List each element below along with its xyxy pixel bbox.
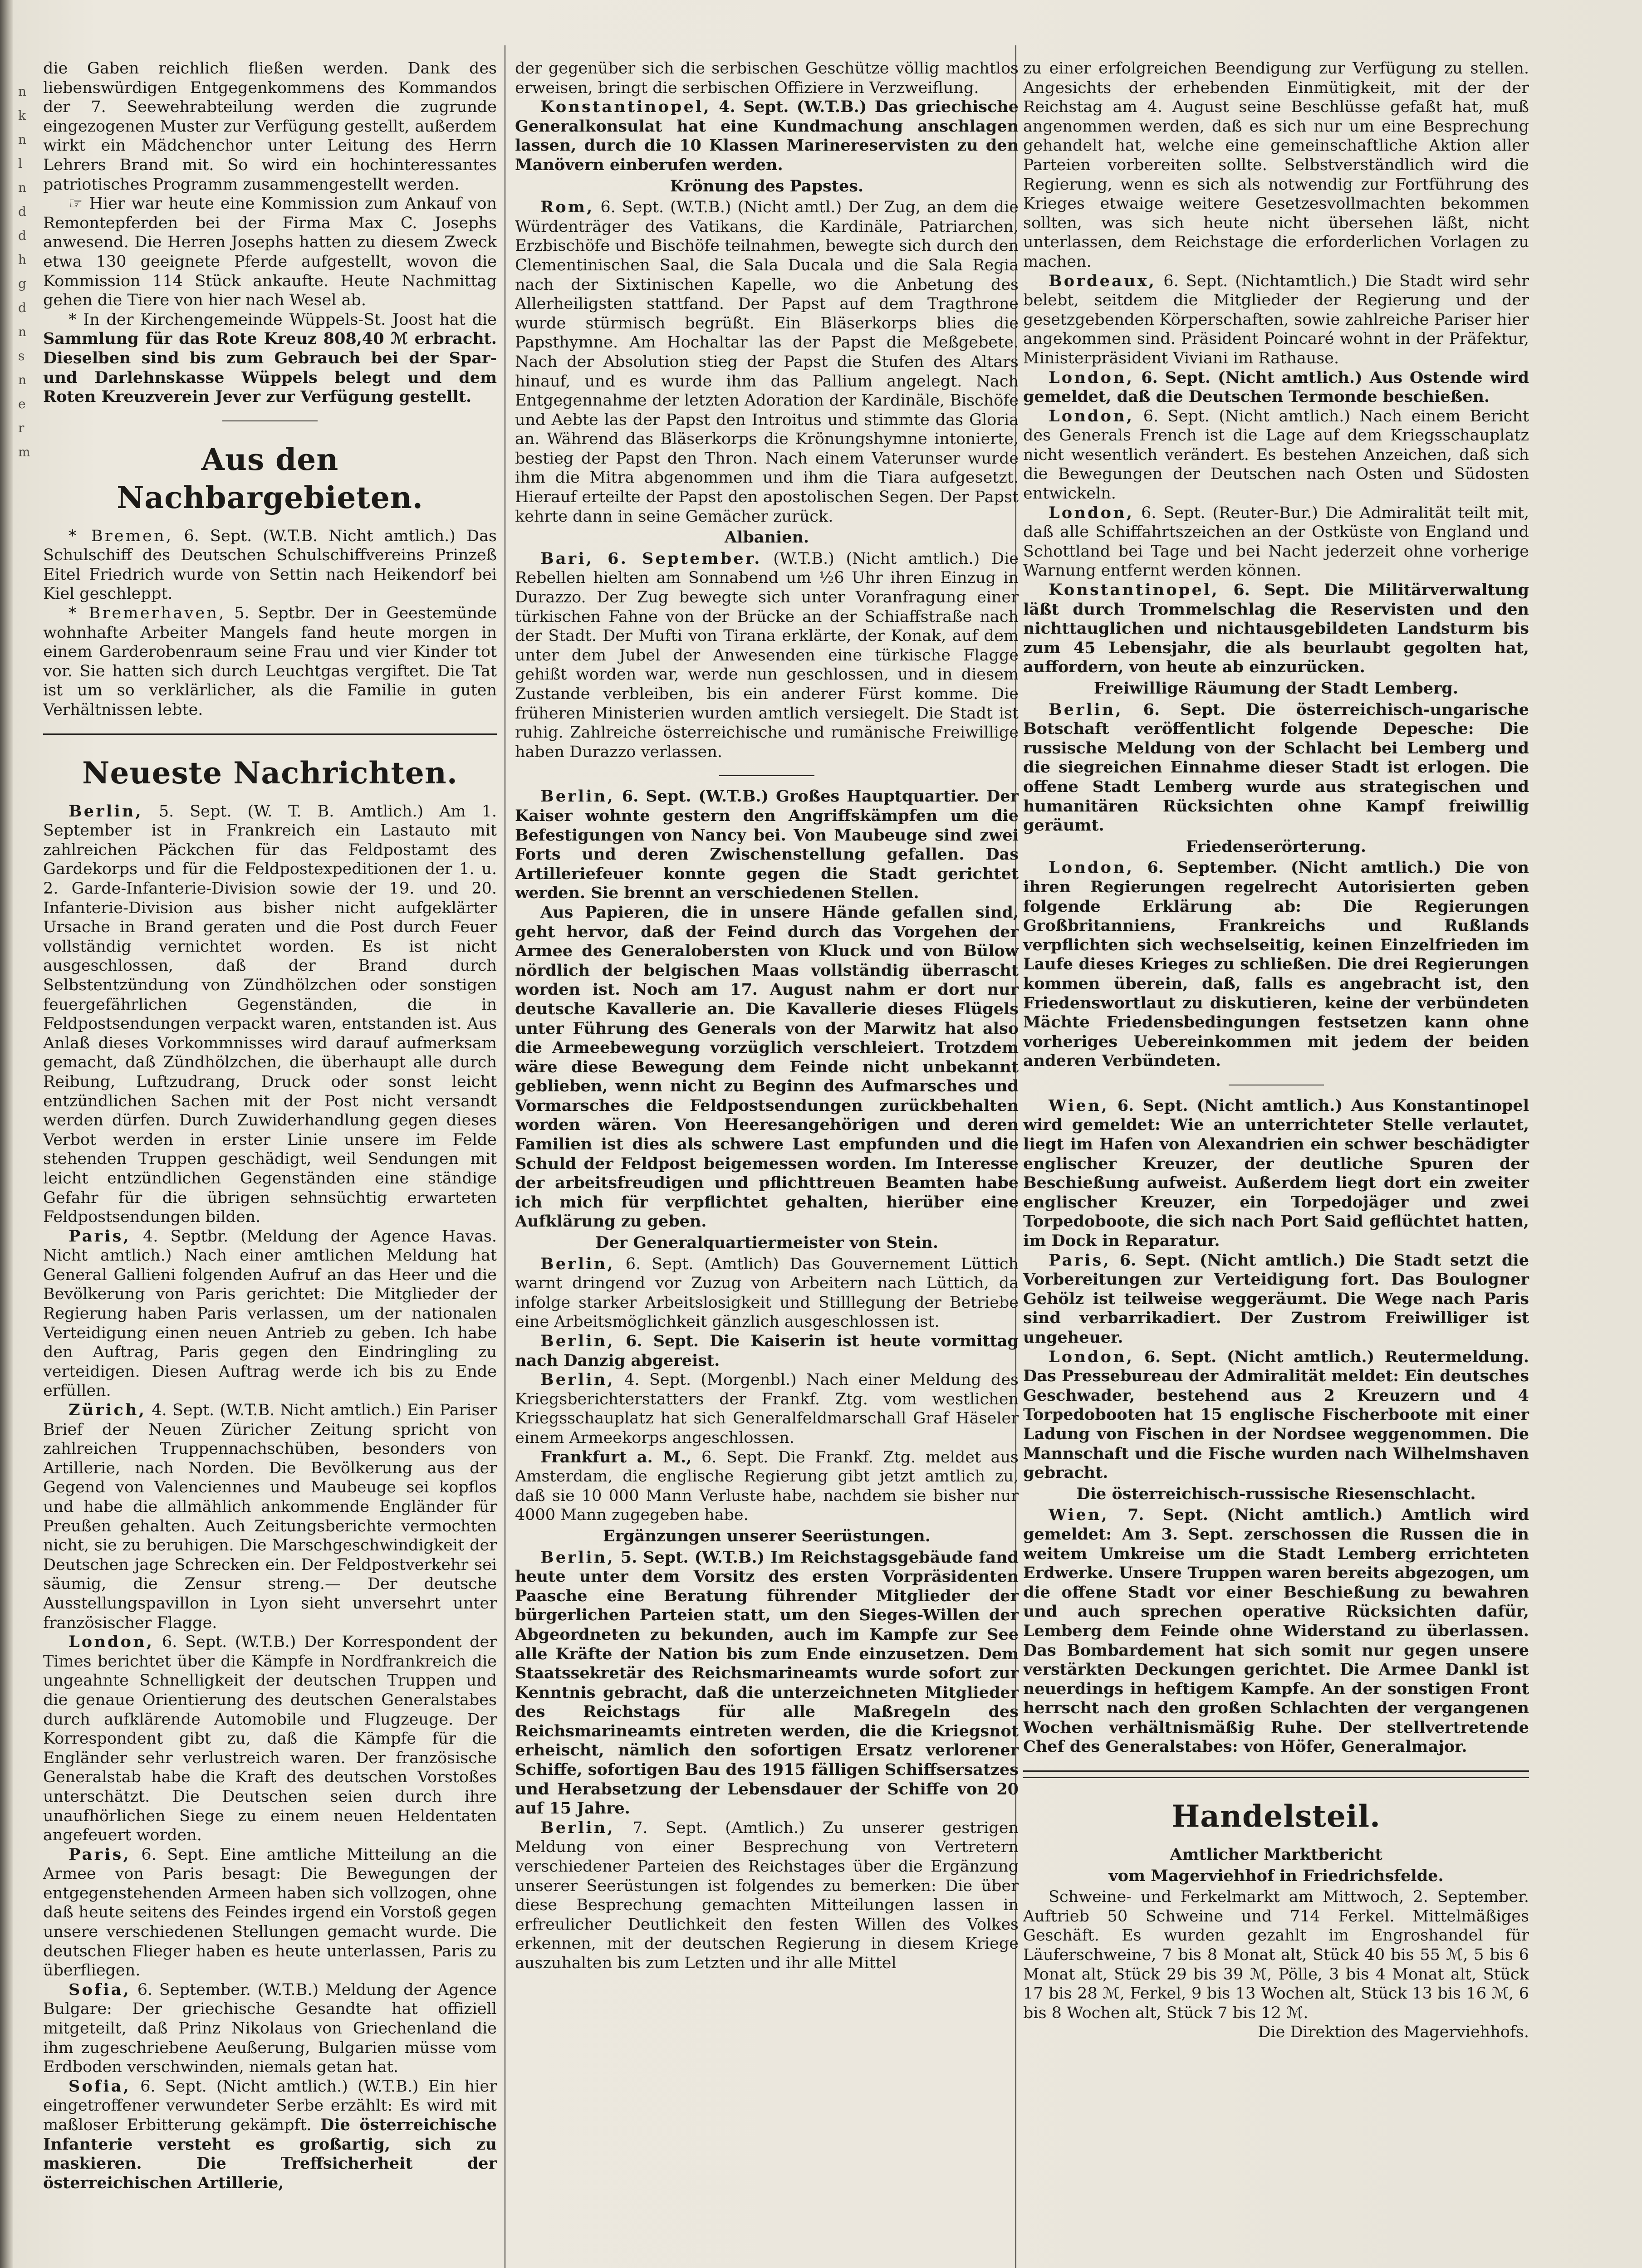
article-paragraph: [515, 1818, 1019, 1973]
dateline: London,: [1049, 406, 1134, 425]
article-paragraph: [515, 787, 1019, 903]
margin-marks: n k n l n d d h g d n s n e r m: [18, 84, 30, 459]
article-paragraph: [1023, 700, 1529, 836]
subheading: Freiwillige Räumung der Stadt Lemberg.: [1093, 679, 1459, 698]
dateline: Wien,: [1049, 1505, 1109, 1525]
text-run: 6. Sept. (Nicht amtlich.) Reutermeldung. Das Pressebureau der Admiralität meldet: Ein deutsches Geschwader, bestehend aus 2 Kreuzern und 4 Torpedobooten hat 15 englische Fischerboote mit einer Ladung von Fischen in der Nordsee weggenommen. Die Mannschaft und die Fische wurden nach Wilhelmshaven gebracht.: [1023, 1347, 1529, 1482]
article-paragraph: die Gaben reichlich fließen werden. Dank des liebenswürdigen Entgegenkommens des Kommandos der 7. Seewehrabteilung werden die zugrunde eingezogenen Muster zur Verfügung gestellt, außerdem wirkt ein Mädchenchor unter Leitung des Herrn Lehrers Brand mit. So wird ein hochinteressantes patriotisches Programm zusammengestellt werden.: [43, 59, 497, 194]
text-run: 4. Sept. (W.T.B.) Das griechische Generalkonsulat hat eine Kundmachung anschlagen lassen, durch die 10 Klassen Marinereservisten zu den Manövern einberufen werden.: [515, 98, 1019, 174]
dateline: * Bremen,: [69, 527, 173, 545]
text-run: 4. Sept. (Morgenbl.) Nach einer Meldung des Kriegsberichterstatters der Frankf. Ztg. vom westlichen Kriegsschauplatz hat sich Generalfeldmarschall Graf Häseler einem Armeekorps angeschlossen.: [515, 1371, 1019, 1447]
text-run: 6. Sept. (Amtlich) Das Gouvernement Lüttich warnt dringend vor Zuzug von Arbeitern nach Lüttich, da infolge starker Arbeitslosigkeit und Stilllegung der Betriebe eine Arbeitsmöglichkeit gänzlich ausgeschlossen ist.: [515, 1255, 1019, 1331]
article-paragraph: [43, 604, 497, 720]
column-middle: [515, 59, 1019, 1973]
text-run: 6. Sept. (W.T.B.) Der Korrespondent der Times berichtet über die Kämpfe in Nordfrankreich die ungeahnte Schnelligkeit der deutschen Truppen und die genaue Orientierung des deutschen Generalstabes durch aufklärende Automobile und Flugzeuge. Der Korrespondent gibt zu, daß die Kämpfe für die Engländer sehr verlustreich waren. Der französische Generalstab habe die Kraft des deutschen Vorstoßes unterschätzt. Die Deutschen seien durch ihre unaufhörlichen Siege zu einem neuen Heldentaten angefeuert worden.: [43, 1633, 497, 1845]
article-paragraph: [43, 802, 497, 1227]
article-paragraph: [515, 98, 1019, 175]
subheading: Amtlicher Marktbericht: [1170, 1845, 1382, 1864]
separator: [719, 775, 814, 776]
binding-edge: [0, 0, 13, 2268]
article-paragraph: [1023, 272, 1529, 368]
dateline: London,: [1049, 858, 1134, 877]
separator: [43, 733, 497, 735]
text-run: 6. Sept. Die Frankf. Ztg. meldet aus Amsterdam, die englische Regierung gibt jetzt amtlich zu, daß sie 10 000 Mann Verluste habe, nachdem sie bisher nur 4000 Mann zugegeben habe.: [515, 1448, 1019, 1525]
article-paragraph: [1023, 1505, 1529, 1757]
text-run: 6. September. (Nicht amtlich.) Die von ihren Regierungen regelrecht Autorisierten geben folgende Erklärung ab: Die Regierungen Großbritanniens, Frankreichs und Rußlands verpflichten sich wechselseitig, keinen Einzelfrieden im Laufe dieses Krieges zu schließen. Die drei Regierungen kommen überein, daß, falls es angebracht ist, den Friedenswortlaut zu diskutieren, keine der verbündeten Mächte Friedensbedingungen festsetzen kann ohne vorheriges Uebereinkommen mit jedem der beiden anderen Verbündeten.: [1023, 858, 1529, 1070]
dateline: Wien,: [1049, 1096, 1109, 1115]
section-heading: Handelsteil.: [1171, 1799, 1381, 1834]
bold-text-run: Sammlung für das Rote Kreuz 808,40 ℳ erbracht. Dieselben sind bis zum Gebrauch bei der Spar- und Darlehnskasse Wüppels belegt und dem Roten Kreuzverein Jever zur Verfügung gestellt.: [43, 329, 497, 406]
dateline: Zürich,: [69, 1401, 147, 1420]
text-run: 6. Sept. Die österreichisch-ungarische Botschaft veröffentlicht folgende Depesche: Die russische Meldung von der Schlacht bei Lemberg und die siegreichen Einnahme dieser Stadt ist erlogen. Die offene Stadt Lemberg wurde aus strategischen und humanitären Rücksichten ohne Kampf freiwillig geräumt.: [1023, 700, 1529, 835]
signature-line: Der Generalquartiermeister von Stein.: [595, 1233, 939, 1252]
article-paragraph: der gegenüber sich die serbischen Geschütze völlig machtlos erweisen, bringt die serbischen Offiziere in Verzweiflung.: [515, 59, 1019, 97]
text-run: 6. Sept. (Nicht amtlich.) Nach einem Bericht des Generals French ist die Lage auf dem Kriegsschauplatz nicht wesentlich verändert. Es bestehen Anzeichen, daß sich die Bewegungen der Deutschen nach Osten und Südosten entwickeln.: [1023, 407, 1529, 503]
article-paragraph: [43, 1633, 497, 1845]
dateline: Frankfurt a. M.,: [540, 1447, 692, 1466]
text-run: 6. Sept. (W.T.B.) (Nicht amtl.) Der Zug, an dem die Würdenträger des Vatikans, die Kardinäle, Patriarchen, Erzbischöfe und Bischöfe teilnahmen, bewegte sich durch den Clementinischen Saal, die Sala Ducala und die Sala Regia nach der Sixtinischen Kapelle, wo die Anbetung des Allerheiligsten stattfand. Der Papst auf dem Tragthrone wurde stürmisch begrüßt. Ein Bläserkorps blies die Papsthymne. Am Hochaltar las der Papst die Meßgebete. Nach der Absolution stieg der Papst die Stufen des Altars hinauf, und es wurde ihm das Pallium angelegt. Nach Entgegennahme der letzten Adoration der Kardinäle, Bischöfe und Aebte las der Papst den Introitus und stimmte das Gloria an. Während das Bläserkorps die Krönungshymne intonierte, bestieg der Papst den Thron. Nach einem Vaterunser wurde ihm die Mitra abgenommen und ihm die Tiara aufgesetzt. Hierauf erteilte der Papst den apostolischen Segen. Der Papst kehrte dann in seine Gemächer zurück.: [515, 198, 1019, 526]
dateline: Berlin,: [540, 1548, 615, 1567]
dateline: London,: [69, 1633, 154, 1652]
article-paragraph: [43, 1227, 497, 1401]
separator: [222, 420, 318, 421]
text-run: 5. Septbr. Der in Geestemünde wohnhafte Arbeiter Mangels fand heute morgen in einem Garderobenraum seine Frau und vier Kinder tot vor. Sie hatten sich durch Leuchtgas vergiftet. Die Tat ist um so verklärlicher, als die Familie in guten Verhältnissen lebte.: [43, 604, 497, 719]
text-run: 6. Sept. (Nicht amtlich.) (W.T.B.) Ein hier eingetroffener verwundeter Serbe erzählt: Es wird mit maßloser Erbitterung gekämpft.: [43, 2077, 497, 2134]
text-run: 6. Sept. (W.T.B.) Großes Hauptquartier. Der Kaiser wohnte gestern den Angriffskämpfen um die Befestigungen von Nancy bei. Von Maubeuge sind zwei Forts und deren Zwischenstellung gefallen. Das Artilleriefeuer konnte gegen die Stadt gerichtet werden. Sie brennt an verschiedenen Stellen.: [515, 787, 1019, 903]
dateline: Berlin,: [540, 1370, 615, 1389]
dateline: Berlin,: [1049, 700, 1123, 719]
dateline: London,: [1049, 503, 1134, 522]
article-paragraph: Aus Papieren, die in unsere Hände gefallen sind, geht hervor, daß der Feind durch das Vorgehen der Armee des Generalobersten von Kluck und von Bülow nördlich der belgischen Maas vollständig überrascht worden ist. Noch am 17. August nahm er dort nur deutsche Kavallerie an. Die Kavallerie dieses Flügels unter Führung des Generals von der Marwitz hat also die Armeebewegung vorzüglich verschleiert. Trotzdem wäre diese Bewegung dem Feinde nicht unbekannt geblieben, wenn nicht zu Beginn des Aufmarsches und Vormarsches die Feldpostsendungen zurückbehalten worden wären. Von Heeresangehörigen und deren Familien ist dies als schwere Last empfunden und die Schuld der Feldpost beigemessen worden. Im Interesse der arbeitsfreudigen und pflichttreuen Beamten habe ich mich für verpflichtet gehalten, hierüber eine Aufklärung zu geben.: [515, 903, 1019, 1231]
article-paragraph: [515, 549, 1019, 762]
text-run: 6. Sept. Die Kaiserin ist heute vormittag nach Danzig abgereist.: [515, 1332, 1019, 1370]
signature-line: Die Direktion des Magerviehhofs.: [1258, 2023, 1529, 2042]
column-right: [1023, 59, 1529, 2042]
article-paragraph: [1023, 1096, 1529, 1251]
article-paragraph: [43, 1401, 497, 1633]
subheading: Die österreichisch-russische Riesenschlacht.: [1076, 1484, 1476, 1503]
article-paragraph: [1023, 1251, 1529, 1348]
article-paragraph: [515, 1370, 1019, 1447]
subheading: Krönung des Papstes.: [670, 176, 864, 196]
text-run: 6. Sept. Eine amtliche Mitteilung an die Armee von Paris besagt: Die Bewegungen der entgegenstehenden Armeen haben sich vollzogen, ohne daß heute seitens des Feindes irgend ein Vorstoß gegen unsere verschiedenen Stellungen gemacht wurde. Die deutschen Flieger haben es heute unterlassen, Paris zu überfliegen.: [43, 1845, 497, 1980]
text-run: 6. Sept. (Nicht amtlich.) Aus Konstantinopel wird gemeldet: Wie an unterrichteter Stelle verlautet, liegt im Hafen von Alexandrien ein schwer beschädigter englischer Kreuzer, der deutliche Spuren der Beschießung aufweist. Außerdem liegt dort ein zweiter englischer Kreuzer, ein Torpedojäger und zwei Torpedoboote, die sich nach Port Said geflüchtet hatten, im Dock in Reparatur.: [1023, 1096, 1529, 1251]
text-run: 7. Sept. (Nicht amtlich.) Amtlich wird gemeldet: Am 3. Sept. zerschossen die Russen die in weitem Umkreise um die Stadt Lemberg errichteten Erdwerke. Unsere Truppen waren bereits abgezogen, um die offene Stadt vor einer Beschießung zu bewahren und auch sprechen operative Rücksichten dafür, Lemberg dem Feinde ohne Widerstand zu überlassen. Das Bombardement hat sich somit nur gegen unsere verstärkten Deckungen gerichtet. Die Armee Dankl ist neuerdings in heftigem Kampfe. An der sonstigen Front herrscht nach den großen Schlachten der vergangenen Wochen verhältnismäßig Ruhe. Der stellvertretende Chef des Generalstabes: von Höfer, Generalmajor.: [1023, 1505, 1529, 1756]
dateline: Berlin,: [540, 1332, 615, 1350]
bold-text-run: Die Treffsicherheit der österreichischen Artillerie,: [43, 2154, 497, 2192]
separator: [1023, 1770, 1529, 1772]
article-paragraph: [1023, 368, 1529, 407]
column-left: [43, 59, 497, 2193]
article-paragraph: [515, 198, 1019, 526]
text-run: 4. Sept. (W.T.B. Nicht amtlich.) Ein Pariser Brief der Neuen Züricher Zeitung spricht von zahlreichen Truppennachschüben, besonders von Artillerie, nach Norden. Die Bevölkerung aus der Gegend von Valenciennes und Maubeuge sei kopflos und habe die allmählich ankommende Engländer für Preußen gehalten. Auch Zeitungsberichte vermochten nicht, sie zu beruhigen. Die Marschgeschwindigkeit der Deutschen jage Schrecken ein. Der Feldpostverkehr sei säumig, die Zensur streng.— Der deutsche Ausstellungspavillon in Lyon sieht unversehrt unter französischer Flagge.: [43, 1401, 497, 1632]
text-run: 6. Sept. (Nicht amtlich.) Die Stadt setzt die Vorbereitungen zur Verteidigung fort. Das Boulogner Gehölz ist teilweise weggeräumt. Die Wege nach Paris sind verbarrikadiert. Der Zustrom Freiwilliger ist ungeheuer.: [1023, 1251, 1529, 1347]
text-run: 6. Sept. (Nicht amtlich.) Aus Ostende wird gemeldet, daß die Deutschen Termonde beschießen.: [1023, 368, 1529, 406]
dateline: Bordeaux,: [1049, 271, 1157, 290]
dateline: Bari, 6. September.: [540, 549, 762, 568]
dateline: Konstantinopel,: [1049, 581, 1219, 600]
dateline: Konstantinopel,: [540, 98, 711, 117]
article-paragraph: [515, 1255, 1019, 1332]
text-run: * In der Kirchengemeinde Wüppels-St. Joost hat die: [69, 310, 497, 329]
text-run: 5. Sept. (W.T.B.) Im Reichstagsgebäude fand heute unter dem Vorsitz des ersten Vorpräsidenten Paasche eine Beratung führender Mitglieder der bürgerlichen Parteien statt, um den Sieges-Willen der Abgeordneten zu bekunden, auch im Kampfe zur See alle Kräfte der Nation bis zum Ende einzusetzen. Dem Staatssekretär des Reichsmarineamts wurde sofort zur Kenntnis gebracht, daß die unterzeichneten Mitglieder des Reichstags für alle Maßregeln des Reichsmarineamts eintreten werden, die die Kriegsnot erheischt, nämlich den sofortigen Ersatz verlorener Schiffe, sofortigen Bau des 1915 fälligen Schiffsersatzes und Herabsetzung der Lebensdauer der Schiffe von 20 auf 15 Jahre.: [515, 1548, 1019, 1818]
article-paragraph: [1023, 503, 1529, 581]
dateline: London,: [1049, 1347, 1134, 1366]
dateline: Berlin,: [540, 1254, 615, 1273]
dateline: * Bremerhaven,: [69, 604, 226, 623]
dateline: Rom,: [540, 198, 594, 217]
article-paragraph: [1023, 1348, 1529, 1483]
article-paragraph: ☞ Hier war heute eine Kommission zum Ankauf von Remontepferden bei der Firma Max C. Josephs anwesend. Die Herren Josephs hatten zu diesem Zweck etwa 130 geeignete Pferde aufgestellt, wovon die Kommission 114 Stück ankaufte. Heute Nachmittag gehen die Tiere von hier nach Wesel ab.: [43, 195, 497, 310]
dateline: Berlin,: [540, 1818, 615, 1837]
dateline: Paris,: [69, 1845, 131, 1864]
text-run: (W.T.B.) (Nicht amtlich.) Die Rebellen hielten am Sonnabend um ½6 Uhr ihren Einzug in Durazzo. Der Zug bewegte sich unter Voranfragung einer türkischen Fahne von der Brücke an der Schiaffstraße nach der Stadt. Der Mufti von Tirana erklärte, der Konak, auf dem unter dem Jubel der Anwesenden eine türkische Flagge gehißt worden war, werde nun geschlossen, und in diesem Zustande verbleiben, bis ein anderer Fürst komme. Die früheren Ministerien wurden amtlich versiegelt. Die Stadt ist ruhig. Zahlreiche österreichische und rumänische Freiwillige haben Durazzo verlassen.: [515, 549, 1019, 761]
bold-text-run: Die österreichische Infanterie versteht es großartig, sich zu maskieren.: [43, 2116, 497, 2173]
dateline: London,: [1049, 368, 1134, 387]
section-heading: Neueste Nachrichten.: [82, 755, 458, 791]
subheading: Albanien.: [724, 528, 809, 547]
dateline: Paris,: [1049, 1251, 1111, 1270]
text-run: 6. Sept. (W.T.B. Nicht amtlich.) Das Schulschiff des Deutschen Schulschiffvereins Prinzeß Eitel Friedrich wurde von Settin nach Heikendorf bei Kiel geschleppt.: [43, 527, 497, 603]
article-paragraph: [43, 1845, 497, 1980]
article-paragraph: [43, 2077, 497, 2193]
article-paragraph: [1023, 858, 1529, 1071]
text-run: 6. Sept. (Nichtamtlich.) Die Stadt wird sehr belebt, seitdem die Mitglieder der Regierung und der gesetzgebenden Körperschaften, sowie zahlreiche Pariser hier angekommen sind. Präsident Poincaré wohnt in der Präfektur, Ministerpräsident Viviani im Rathause.: [1023, 272, 1529, 367]
text-run: 6. Sept. (Reuter-Bur.) Die Admiralität teilt mit, daß alle Schiffahrtszeichen an der Ostküste von England und Schottland bei Tage und bei Nacht jederzeit ohne vorherige Warnung entfernt werden können.: [1023, 503, 1529, 580]
article-paragraph: [43, 310, 497, 407]
article-paragraph: [515, 1332, 1019, 1370]
article-paragraph: zu einer erfolgreichen Beendigung zur Verfügung zu stellen. Angesichts der erhebenden Einmütigkeit, mit der der Reichstag am 4. August seine Beschlüsse gefaßt hat, muß angenommen werden, daß es sich nur um eine Besprechung gehandelt hat, welche eine gemeinschaftliche Aktion aller Parteien vorbereiten sollte. Selbstverständlich wird die Regierung, wenn es sich als notwendig zur Fortführung des Krieges etwaige weitere Gesetzesvollmachten bekommen sollten, was sich heute nicht übersehen läßt, nicht unterlassen, dem Reichstage die erforderlichen Vorlagen zu machen.: [1023, 59, 1529, 271]
separator: [1023, 1777, 1529, 1778]
article-paragraph: [43, 1980, 497, 2077]
text-run: 4. Septbr. (Meldung der Agence Havas. Nicht amtlich.) Nach einer amtlichen Meldung hat General Gallieni folgenden Aufruf an das Heer und die Bevölkerung von Paris gerichtet: Die Mitglieder der Regierung haben Paris verlassen, um der nationalen Verteidigung einen neuen Antrieb zu geben. Ich habe den Auftrag, Paris gegen den Eindringling zu verteidigen. Diesen Auftrag werde ich bis zu Ende erfüllen.: [43, 1227, 497, 1400]
text-run: 6. Sept. Die Militärverwaltung läßt durch Trommelschlag die Reservisten und den nichttauglichen und nichtausgebildeten Landsturm bis zum 45 Lebensjahr, die als beurlaubt gegolten hat, auffordern, von heute ab einzurücken.: [1023, 581, 1529, 677]
dateline: Paris,: [69, 1227, 131, 1246]
section-heading: Aus den Nachbargebieten.: [117, 441, 423, 515]
article-paragraph: [43, 527, 497, 604]
text-run: 6. September. (W.T.B.) Meldung der Agence Bulgare: Der griechische Gesandte hat offiziell mitgeteilt, daß Prinz Nikolaus von Griechenland die ihm zugeschriebene Aeußerung, Bulgarien müsse vom Erdboden verschwinden, niemals getan hat.: [43, 1980, 497, 2077]
dateline: Berlin,: [69, 802, 143, 821]
dateline: Sofia,: [69, 1980, 131, 1999]
dateline: Sofia,: [69, 2077, 131, 2096]
subheading: Friedenserörterung.: [1186, 837, 1367, 856]
article-paragraph: [515, 1448, 1019, 1525]
article-paragraph: Schweine- und Ferkelmarkt am Mittwoch, 2. September. Auftrieb 50 Schweine und 714 Ferkel. Mittelmäßiges Geschäft. Es wurden gezahlt im Engroshandel für Läuferschweine, 7 bis 8 Monat alt, Stück 40 bis 55 ℳ, 5 bis 6 Monat alt, Stück 29 bis 39 ℳ, Pölle, 3 bis 4 Monat alt, Stück 17 bis 28 ℳ, Ferkel, 9 bis 13 Wochen alt, Stück 13 bis 16 ℳ, 6 bis 8 Wochen alt, Stück 7 bis 12 ℳ.: [1023, 1888, 1529, 2022]
text-run: 7. Sept. (Amtlich.) Zu unserer gestrigen Meldung von einer Besprechung von Vertretern verschiedener Parteien des Reichstages über die Ergänzung unserer Seerüstungen ist folgendes zu bemerken: Die über diese Besprechung gemachten Mitteilungen lassen in erfreulicher Deutlichkeit den festen Willen des Volkes erkennen, mit der deutschen Regierung in diesem Kriege auszuhalten bis zum Letzten und ihr alle Mittel: [515, 1818, 1019, 1972]
article-paragraph: [1023, 581, 1529, 677]
text-run: 5. Sept. (W. T. B. Amtlich.) Am 1. September ist in Frankreich ein Lastauto mit zahlreichen Päckchen für das Feldpostamt des Gardekorps und für die Feldpostexpeditionen der 1. u. 2. Garde-Infanterie-Division sowie der 19. und 20. Infanterie-Division aus bisher nicht aufgeklärter Ursache in Brand geraten und die Post durch Feuer vollständig vernichtet worden. Es ist nicht ausgeschlossen, daß der Brand durch Selbstentzündung von Zündhölzchen oder sonstigen feuergefährlichen Gegenständen, die in Feldpostsendungen verpackt waren, entstanden ist. Aus Anlaß dieses Vorkommnisses wird darauf aufmerksam gemacht, daß Zündhölzchen, die überhaupt alle durch Reibung, Luftzudrang, Druck oder sonst leicht entzündlichen Sachen mit der Post nicht versandt werden dürfen. Durch Zuwiderhandlung gegen dieses Verbot werden in erster Linie unsere im Felde stehenden Truppen geschädigt, weil Sendungen mit leicht entzündlichen Gegenständen eine ständige Gefahr für die übrigen sehnsüchtig erwarteten Feldpostsendungen bilden.: [43, 802, 497, 1227]
subheading: vom Magerviehhof in Friedrichsfelde.: [1108, 1866, 1444, 1885]
subheading: Ergänzungen unserer Seerüstungen.: [603, 1526, 931, 1545]
article-paragraph: [515, 1548, 1019, 1818]
article-paragraph: [1023, 407, 1529, 503]
dateline: Berlin,: [540, 787, 615, 806]
